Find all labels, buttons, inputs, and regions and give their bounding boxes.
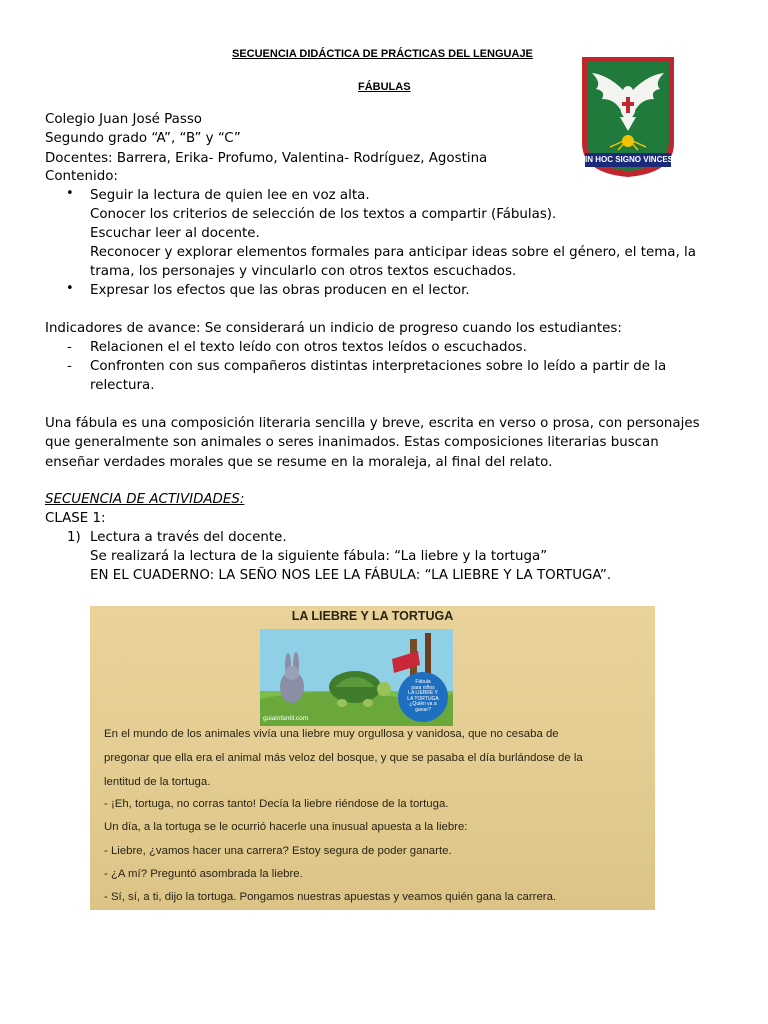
indicators-intro: Indicadores de avance: Se considerará un indicio de progreso cuando los estudiantes: xyxy=(45,321,622,336)
badge-line: ¿Quién va a xyxy=(409,701,437,707)
grade-line: Segundo grado “A”, “B” y “C” xyxy=(45,131,241,146)
fable-title: LA LIEBRE Y LA TORTUGA xyxy=(291,609,454,623)
fable-line: En el mundo de los animales vivía una liebre muy orgullosa y vanidosa, que no cesaba de xyxy=(104,728,559,740)
content-item: Escuchar leer al docente. xyxy=(90,226,260,241)
document-subtitle: FÁBULAS xyxy=(358,81,411,93)
dash-icon: - xyxy=(67,340,72,355)
dash-icon: - xyxy=(67,359,72,374)
fable-badge xyxy=(401,680,445,713)
fable-line: lentitud de la tortuga. xyxy=(104,776,211,788)
content-item: Conocer los criterios de selección de los textos a compartir (Fábulas). xyxy=(90,207,557,222)
fable-line: Un día, a la tortuga se le ocurrió hacerle una inusual apuesta a la liebre: xyxy=(104,821,468,833)
content-item: Expresar los efectos que las obras producen en el lector. xyxy=(90,283,470,298)
fable-line: - ¡Eh, tortuga, no corras tanto! Decía la liebre riéndose de la tortuga. xyxy=(104,798,449,810)
indicator-item: relectura. xyxy=(90,378,155,393)
badge-line: LA LIEBRE Y xyxy=(408,690,438,696)
fable-line: - Sí, sí, a ti, dijo la tortuga. Pongamos nuestras apuestas y veamos quién gana la carrera. xyxy=(104,891,557,903)
fable-line: pregonar que ella era el animal más veloz del bosque, y que se pasaba el día burlándose de la xyxy=(104,752,583,764)
fable-watermark: guiainfantil.com xyxy=(263,715,309,722)
content-item: trama, los personajes y vincularlo con otros textos escuchados. xyxy=(90,264,517,279)
definition-line: Una fábula es una composición literaria sencilla y breve, escrita en verso o prosa, con personajes xyxy=(45,416,700,431)
fable-line: - ¿A mí? Preguntó asombrada la liebre. xyxy=(104,868,303,880)
step-line: Se realizará la lectura de la siguiente fábula: “La liebre y la tortuga” xyxy=(90,549,548,564)
badge-line: ganar? xyxy=(415,706,431,713)
bullet-icon: • xyxy=(66,186,74,201)
step-number: 1) xyxy=(67,530,81,545)
content-label: Contenido: xyxy=(45,169,118,184)
definition-line: enseñar verdades morales que se resume en la moraleja, al final del relato. xyxy=(45,455,553,470)
badge-line: para niños xyxy=(411,684,435,691)
school-shield-logo xyxy=(580,55,676,179)
content-item: Reconocer y explorar elementos formales para anticipar ideas sobre el género, el tema, la xyxy=(90,245,696,260)
fable-line: - Liebre, ¿vamos hacer una carrera? Estoy segura de poder ganarte. xyxy=(104,845,452,857)
fable-illustration xyxy=(260,629,453,726)
indicator-item: Relacionen el el texto leído con otros textos leídos o escuchados. xyxy=(90,340,527,355)
step-line: EN EL CUADERNO: LA SEÑO NOS LEE LA FÁBULA: “LA LIEBRE Y LA TORTUGA”. xyxy=(90,568,612,583)
sequence-heading: SECUENCIA DE ACTIVIDADES: xyxy=(45,492,245,507)
content-item: Seguir la lectura de quien lee en voz alta. xyxy=(90,188,370,203)
bullet-icon: • xyxy=(66,281,74,296)
badge-line: LA TORTUGA xyxy=(407,695,439,702)
badge-line: Fábula xyxy=(415,679,431,685)
definition-line: que generalmente son animales o seres inanimados. Estas composiciones literarias buscan xyxy=(45,435,659,450)
fable-image xyxy=(90,606,655,910)
document-title: SECUENCIA DIDÁCTICA DE PRÁCTICAS DEL LENGUAJE xyxy=(232,48,533,60)
step-line: Lectura a través del docente. xyxy=(90,530,287,545)
indicator-item: Confronten con sus compañeros distintas interpretaciones sobre lo leído a partir de la xyxy=(90,359,667,374)
teachers-line: Docentes: Barrera, Erika- Profumo, Valentina- Rodríguez, Agostina xyxy=(45,151,488,166)
school-name: Colegio Juan José Passo xyxy=(45,112,202,127)
shield-motto: IN HOC SIGNO VINCES xyxy=(585,155,674,164)
class-label: CLASE 1: xyxy=(45,511,106,526)
